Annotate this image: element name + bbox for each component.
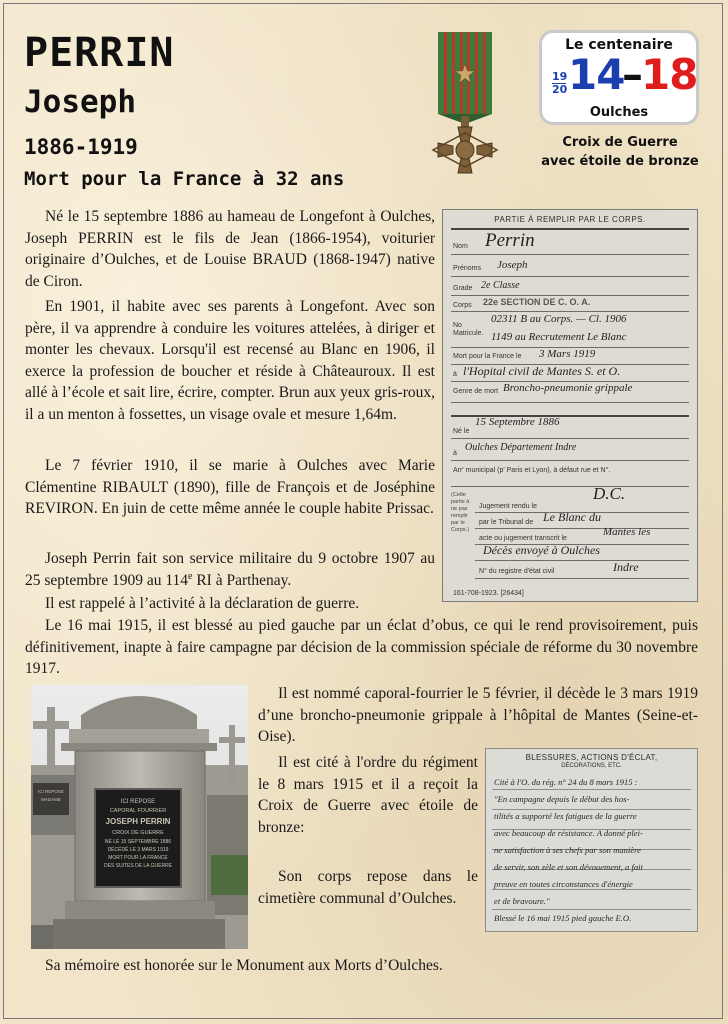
logo-number-18: 18 [641, 50, 698, 99]
record-side-note: (Cette partie à ne pas remplir par le Corps.) [451, 492, 470, 533]
paragraph-burial: Son corps repose dans le cimetière communal d’Oulches. [258, 868, 478, 907]
paragraph-service: Joseph Perrin fait son service militaire du 9 octobre 1907 au 25 septembre 1909 au 114e RI à Parthenay. [25, 550, 435, 589]
life-dates: 1886-1919 [24, 135, 138, 159]
paragraph-birth: Né le 15 septembre 1886 au hameau de Longefont à Oulches, Joseph PERRIN est le fils de Jean (1866-1954), voiturier originaire d’Oulches, et de Louise BRAUD (1868-1947) native de Ciron. [25, 208, 435, 290]
plaque-line-6: DÉCÉDÉ LE 3 MARS 1919 [107, 847, 169, 853]
record-rank: 2e Classe [481, 280, 520, 291]
left-plaque-line-1: ICI REPOSE [38, 789, 64, 794]
record-card-title: PARTIE À REMPLIR PAR LE CORPS. [494, 215, 646, 224]
citation-line-2: "En campagne depuis le début des hos- [494, 794, 630, 804]
citation-line-5: ne satisfaction à ses chefs par son manière [494, 845, 641, 855]
last-name: PERRIN [24, 30, 175, 76]
medal-caption-line2: avec étoile de bronze [541, 154, 699, 169]
record-birth-place: Oulches Département Indre [465, 442, 577, 453]
centenaire-logo [539, 30, 699, 125]
medal-caption-line1: Croix de Guerre [562, 135, 678, 150]
plaque-line-4: CROIX DE GUERRE [112, 830, 164, 836]
paragraph-wound: Le 16 mai 1915, il est blessé au pied gauche par un éclat d’obus, ce qui le rend provisoirement, puis définitivement, inapte à faire campagne par décision de la commission spéciale de réforme du 30 novembre 1917. [25, 617, 698, 677]
citation-line-6: de servir, son zèle et son dévouement, a fait [494, 862, 643, 872]
logo-title: Le centenaire [565, 37, 673, 53]
record-birth-date: 15 Septembre 1886 [475, 416, 560, 428]
record-card-footer: 161-708-1923. [26434] [453, 590, 524, 597]
plaque-line-1: ICI REPOSE [120, 799, 156, 805]
record-cause-of-death: Broncho-pneumonie grippale [503, 382, 633, 394]
record-death-date: 3 Mars 1919 [539, 348, 596, 360]
record-death-place: l'Hopital civil de Mantes S. et O. [463, 364, 621, 378]
citation-line-9: Blessé le 16 mai 1915 pied gauche E.O. [494, 913, 632, 923]
paragraph-death: Il est nommé caporal-fourrier le 5 février, il décède le 3 mars 1919 d’une broncho-pneumonie grippale à l’hôpital de Mantes (Seine-et-Oise). [258, 685, 698, 745]
record-register: Indre [613, 560, 639, 574]
plaque-line-8: DES SUITES DE LA GUERRE [103, 863, 173, 869]
logo-place: Oulches [589, 105, 649, 120]
medal-caption [530, 133, 710, 171]
citation-card [485, 748, 698, 932]
paragraph-memorial: Sa mémoire est honorée sur le Monument aux Morts d’Oulches. [45, 957, 443, 974]
grave-photo [31, 685, 248, 949]
logo-dash: – [622, 50, 643, 99]
record-death-sent: Décès envoyé à Oulches [483, 543, 600, 557]
citation-card-subtitle: DÉCORATIONS, ETC. [561, 763, 622, 769]
citation-line-8: et de bravoure." [494, 896, 550, 906]
plaque-line-5: NÉ LE 15 SEPTEMBRE 1886 [104, 839, 172, 845]
military-record-card: PARTIE À REMPLIR PAR LE CORPS. Nom Perrin Prénoms Joseph Grade 2e Classe Corps 22e SECTION DE C. O. A. No Matricule. 02311 B au Corps. — Cl. 1906 1149 au Recrutement Le Blanc Mort pour la France le 3 Mars 1919 à l'Hopital civil de Mantes S. et O. Genre de mort Broncho-pneumonie grippale Né le 15 Septembre 1886 à Oulches Département Indre Arr' municipal (p' Paris et Lyon), à défaut rue et N°. (Cette partie à ne pas remplir par le Corps.) Jugement rendu le D.C. par le Tribunal de Le Blanc du acte ou jugement transcrit le Mantes les Décès envoyé à Oulches N° du registre d'état civil Indre 161-708-1923. [26434] [442, 209, 698, 602]
plaque-line-7: MORT POUR LA FRANCE [108, 855, 168, 861]
logo-number-14: 14 [568, 50, 625, 99]
record-recruitment: 1149 au Recrutement Le Blanc [491, 331, 627, 343]
record-tribunal: Le Blanc du [543, 510, 601, 524]
plaque-line-2: CAPORAL FOURRIER [109, 808, 167, 814]
logo-year-19: 19 [552, 70, 568, 83]
paragraph-marriage: Le 7 février 1910, il se marie à Oulches avec Marie Clémentine RIBAULT (1890), fille de François et de Joséphine REVIRON. En juin de cette même année le couple habite Prissac. [25, 457, 435, 517]
death-statement: Mort pour la France à 32 ans [24, 168, 345, 190]
plaque-line-3: JOSEPH PERRIN [105, 817, 171, 826]
paragraph-youth: En 1901, il habite avec ses parents à Longefont. Avec son père, il va apprendre à conduire les voitures attelées, à diriger et monter les chevaux. Lorsqu'il est recensé au Blanc en 1906, il exerce la profession de boucher et réside à Châteauroux. Il est allé à l’école et sait lire, écrire, compter. Brun aux yeux gris-roux, il a un menton à fossettes, un visage ovale et mesure 1,64m. [25, 298, 435, 423]
citation-line-1: Cité à l'O. du rég. n° 24 du 8 mars 1915 : [494, 777, 638, 787]
citation-line-7: preuve en toutes circonstances d'énergie [494, 879, 633, 889]
record-surname: Perrin [485, 230, 535, 251]
record-firstname: Joseph [497, 259, 528, 271]
citation-line-4: avec beaucoup de résistance. A donné plei- [494, 828, 643, 838]
record-judgement: D.C. [593, 484, 626, 503]
record-unit: 22e SECTION DE C. O. A. [483, 297, 591, 307]
paragraph-recall: Il est rappelé à l’activité à la déclaration de guerre. [45, 595, 360, 612]
croix-de-guerre-medal-icon [430, 30, 500, 180]
logo-year-20: 20 [552, 83, 568, 96]
citation-line-3: tilités a supporté les fatigues de la guerre [494, 811, 637, 821]
left-plaque-line-2: MADAME [41, 797, 61, 802]
paragraph-citation: Il est cité à l'ordre du régiment le 8 mars 1915 et il a reçoit la Croix de Guerre avec étoile de bronze: [258, 754, 478, 836]
first-name: Joseph [24, 84, 136, 120]
citation-card-title: BLESSURES, ACTIONS D'ÉCLAT, [525, 753, 658, 762]
record-matricule: 02311 B au Corps. — Cl. 1906 [491, 313, 627, 325]
record-transcription: Mantes les [603, 526, 651, 538]
